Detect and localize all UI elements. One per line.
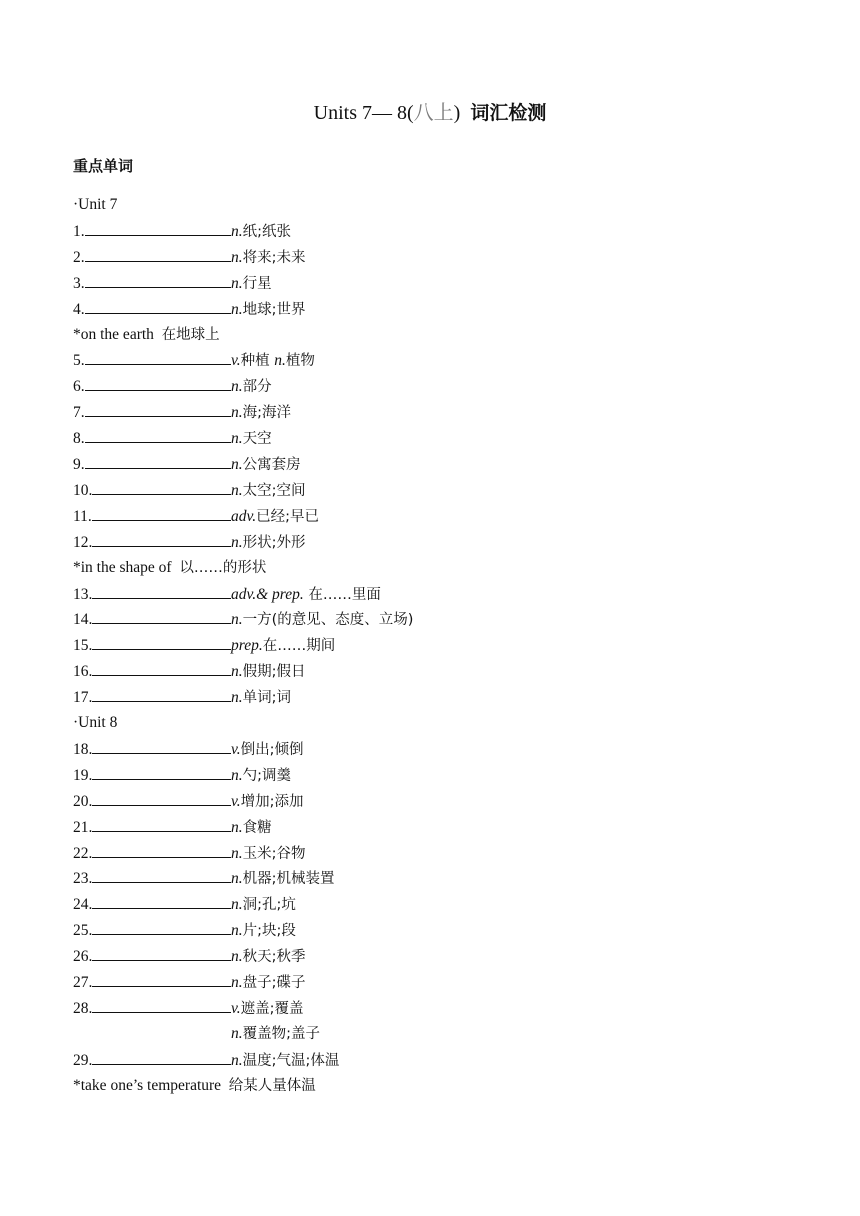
item-number: 8. — [73, 430, 85, 447]
item-number: 13. — [73, 586, 93, 603]
vocab-item — [73, 997, 304, 1019]
vocab-item — [73, 1049, 339, 1071]
answer-blank[interactable] — [85, 246, 231, 262]
vocab-item — [73, 971, 306, 993]
title-close: ) — [453, 102, 461, 124]
definition: 种植 — [240, 353, 275, 369]
definition: 太空;空间 — [242, 483, 306, 499]
vocab-item — [73, 790, 304, 812]
part-of-speech: n. — [231, 378, 243, 395]
definition: 玉米;谷物 — [242, 846, 306, 862]
item-number: 4. — [73, 301, 85, 318]
answer-blank[interactable] — [85, 220, 231, 236]
definition: 在……期间 — [262, 638, 336, 654]
part-of-speech: n. — [231, 767, 243, 784]
vocab-item — [73, 842, 306, 864]
definition: 秋天;秋季 — [242, 949, 306, 965]
answer-blank[interactable] — [92, 479, 231, 495]
title-heading: 词汇检测 — [470, 102, 547, 124]
definition: 部分 — [242, 379, 272, 395]
part-of-speech: v. — [231, 741, 241, 758]
definition: 已经;早已 — [256, 509, 319, 525]
vocab-item — [73, 220, 291, 242]
phrase-english: *on the earth — [73, 326, 154, 343]
vocab-item — [73, 298, 306, 320]
definition: 天空 — [242, 431, 272, 447]
answer-blank[interactable] — [85, 427, 231, 443]
phrase-note — [73, 557, 266, 579]
unit-label: ·Unit 8 — [73, 714, 118, 731]
item-number: 10. — [73, 482, 93, 499]
answer-blank[interactable] — [92, 816, 231, 832]
part-of-speech: n. — [231, 845, 243, 862]
answer-blank[interactable] — [92, 531, 231, 547]
part-of-speech: n. — [231, 534, 243, 551]
answer-blank[interactable] — [92, 608, 231, 624]
answer-blank[interactable] — [92, 1049, 231, 1065]
definition: 盘子;碟子 — [242, 975, 306, 991]
title-prefix: Units 7— 8( — [313, 102, 414, 124]
answer-blank[interactable] — [92, 738, 231, 754]
page-title — [0, 100, 860, 126]
item-number: 3. — [73, 275, 85, 292]
definition: 纸;纸张 — [242, 224, 292, 240]
answer-blank[interactable] — [92, 893, 231, 909]
part-of-speech: v. — [231, 1000, 241, 1017]
item-number: 16. — [73, 663, 93, 680]
answer-blank[interactable] — [85, 375, 231, 391]
part-of-speech: n. — [231, 249, 243, 266]
item-number: 14. — [73, 611, 93, 628]
definition: 海;海洋 — [242, 405, 292, 421]
title-grade: 八上 — [413, 102, 454, 124]
definition: 将来;未来 — [242, 250, 306, 266]
definition: 行星 — [242, 276, 272, 292]
definition: 形状;外形 — [242, 535, 306, 551]
vocab-item — [73, 505, 319, 527]
part-of-speech-second: n. — [274, 352, 286, 369]
part-of-speech: n. — [231, 922, 243, 939]
answer-blank[interactable] — [92, 971, 231, 987]
answer-blank[interactable] — [85, 401, 231, 417]
item-number: 12. — [73, 534, 93, 551]
answer-blank[interactable] — [92, 660, 231, 676]
item-number: 5. — [73, 352, 85, 369]
part-of-speech: adv. — [231, 508, 257, 525]
definition: 机器;机械装置 — [242, 871, 335, 887]
item-number: 7. — [73, 404, 85, 421]
vocab-item — [73, 427, 272, 449]
vocab-item — [73, 401, 291, 423]
answer-blank[interactable] — [85, 272, 231, 288]
definition: 食糖 — [242, 820, 272, 836]
part-of-speech: n. — [231, 456, 243, 473]
definition: 单词;词 — [242, 690, 292, 706]
phrase-english: *in the shape of — [73, 559, 172, 576]
vocab-item — [73, 893, 296, 915]
phrase-chinese: 给某人量体温 — [228, 1078, 316, 1094]
item-number: 15. — [73, 637, 93, 654]
part-of-speech: n. — [231, 663, 243, 680]
definition-second: 植物 — [285, 353, 315, 369]
vocab-item — [73, 686, 291, 708]
item-number: 18. — [73, 741, 93, 758]
part-of-speech: n. — [231, 974, 243, 991]
vocab-item — [73, 531, 306, 553]
part-of-speech: v. — [231, 352, 241, 369]
part-of-speech: n. — [231, 404, 243, 421]
definition: 覆盖物;盖子 — [242, 1026, 321, 1042]
item-number: 28. — [73, 1000, 93, 1017]
item-number: 20. — [73, 793, 93, 810]
definition: 勺;调羹 — [242, 768, 292, 784]
vocab-item — [73, 453, 301, 475]
part-of-speech: n. — [231, 223, 243, 240]
definition: 倒出;倾倒 — [240, 742, 304, 758]
part-of-speech: n. — [231, 275, 243, 292]
part-of-speech: adv. — [231, 586, 257, 603]
unit-label: ·Unit 7 — [73, 196, 118, 213]
vocab-item — [73, 634, 335, 656]
vocab-item — [73, 375, 272, 397]
part-of-speech: n. — [231, 611, 243, 628]
part-of-speech: v. — [231, 793, 241, 810]
part-of-speech: n. — [231, 948, 243, 965]
vocab-item — [73, 608, 413, 630]
vocab-item — [73, 583, 381, 605]
unit-heading — [73, 194, 117, 216]
phrase-english: *take one’s temperature — [73, 1077, 222, 1094]
answer-blank[interactable] — [92, 505, 231, 521]
answer-blank[interactable] — [92, 634, 231, 650]
item-number: 9. — [73, 456, 85, 473]
answer-blank[interactable] — [92, 764, 231, 780]
definition: 增加;添加 — [240, 794, 304, 810]
part-of-speech: n. — [231, 689, 243, 706]
vocab-item — [73, 945, 306, 967]
definition: 洞;孔;坑 — [242, 897, 296, 913]
vocab-item — [73, 246, 306, 268]
part-of-speech: n. — [231, 896, 243, 913]
unit-heading — [73, 712, 117, 734]
phrase-note — [73, 1075, 316, 1097]
definition: 片;块;段 — [242, 923, 296, 939]
part-of-speech-extra: & prep. — [256, 586, 304, 603]
item-number: 17. — [73, 689, 93, 706]
vocab-item — [73, 919, 296, 941]
item-number: 6. — [73, 378, 85, 395]
answer-blank[interactable] — [85, 453, 231, 469]
vocab-item — [73, 738, 304, 760]
vocab-item — [73, 867, 335, 889]
item-number: 26. — [73, 948, 93, 965]
item-number: 29. — [73, 1052, 93, 1069]
definition: 温度;气温;体温 — [242, 1053, 340, 1069]
definition-continuation — [231, 1023, 320, 1045]
item-number: 23. — [73, 870, 93, 887]
item-number: 27. — [73, 974, 93, 991]
definition: 遮盖;覆盖 — [240, 1001, 304, 1017]
item-number: 1. — [73, 223, 85, 240]
part-of-speech: n. — [231, 482, 243, 499]
answer-blank[interactable] — [92, 583, 231, 599]
answer-blank[interactable] — [85, 349, 231, 365]
answer-blank[interactable] — [92, 997, 231, 1013]
item-number: 24. — [73, 896, 93, 913]
item-number: 21. — [73, 819, 93, 836]
phrase-note — [73, 324, 220, 346]
definition: 地球;世界 — [242, 302, 306, 318]
answer-blank[interactable] — [92, 867, 231, 883]
item-number: 2. — [73, 249, 85, 266]
part-of-speech: n. — [231, 1025, 243, 1042]
part-of-speech: prep. — [231, 637, 263, 654]
answer-blank[interactable] — [92, 842, 231, 858]
item-number: 22. — [73, 845, 93, 862]
part-of-speech: n. — [231, 301, 243, 318]
vocab-item — [73, 272, 272, 294]
definition: 公寓套房 — [242, 457, 301, 473]
item-number: 25. — [73, 922, 93, 939]
answer-blank[interactable] — [92, 919, 231, 935]
vocab-item — [73, 764, 291, 786]
definition: 假期;假日 — [242, 664, 306, 680]
part-of-speech: n. — [231, 1052, 243, 1069]
item-number: 11. — [73, 508, 92, 525]
answer-blank[interactable] — [92, 790, 231, 806]
part-of-speech: n. — [231, 870, 243, 887]
vocab-item — [73, 349, 315, 371]
section-title: 重点单词 — [73, 157, 134, 175]
phrase-chinese: 以……的形状 — [179, 560, 267, 576]
answer-blank[interactable] — [92, 686, 231, 702]
part-of-speech: n. — [231, 819, 243, 836]
phrase-chinese: 在地球上 — [161, 327, 220, 343]
vocab-item — [73, 660, 306, 682]
vocab-item — [73, 816, 272, 838]
definition: 在……里面 — [303, 587, 381, 603]
answer-blank[interactable] — [85, 298, 231, 314]
part-of-speech: n. — [231, 430, 243, 447]
answer-blank[interactable] — [92, 945, 231, 961]
item-number: 19. — [73, 767, 93, 784]
definition: 一方(的意见、态度、立场) — [242, 612, 414, 628]
vocab-item — [73, 479, 306, 501]
